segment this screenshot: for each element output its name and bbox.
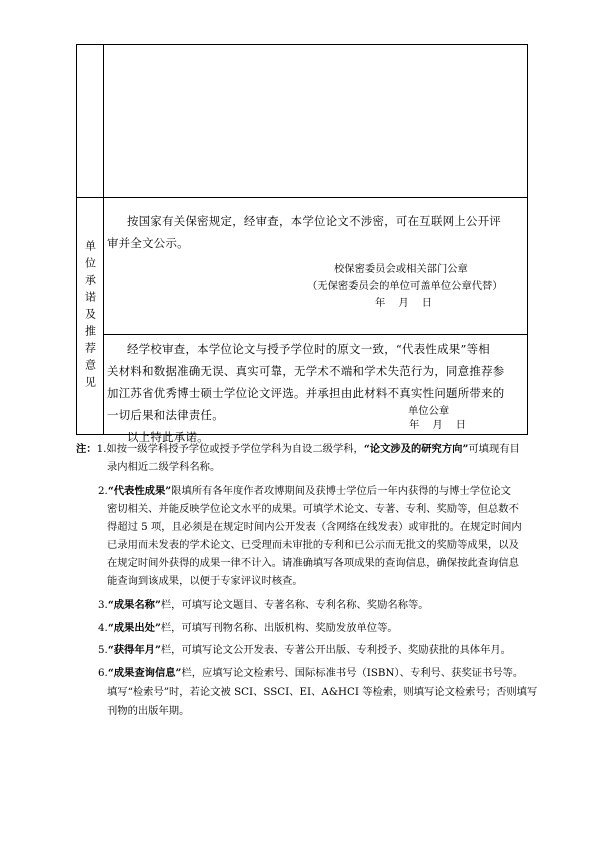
notes-prefix: 注： <box>76 443 97 455</box>
note-6-bold: “成果查询信息” <box>107 667 182 679</box>
confidential-date: 年 月 日 <box>375 297 433 309</box>
row-divider <box>103 334 527 335</box>
row-label: 单位承诺及推荐意见 <box>83 239 97 393</box>
commitment-text-line5: 以上特此承诺。 <box>127 430 209 444</box>
commitment-seal-label: 单位公章 <box>408 405 450 417</box>
note-1-bold: “论文涉及的研究方向” <box>363 443 469 455</box>
note-2-text-a: 限填所有各年度作者攻博期间及获博士学位后一年内获得的与博士学位论文 <box>171 485 511 497</box>
commitment-text-line2: 关材料和数据准确无误、真实可靠，无学术不端和学术失范行为，同意推荐参 <box>107 364 505 378</box>
note-2-text-e: 在规定时间外获得的成果一律不计入。请准确填写各项成果的查询信息，确保按此查询信息 <box>107 557 519 569</box>
note-2-text-c: 得超过 5 项，且必须是在规定时间内公开发表（含网络在线发表）或审批的。在规定时间内 <box>107 521 522 533</box>
note-1-text-a: 1.如按一级学科授予学位或授予学位学科为自设二级学科， <box>96 443 364 455</box>
note-2-text-b: 密切相关、并能反映学位论文水平的成果。可填学术论文、专著、专利、奖励等，但总数不 <box>107 503 519 515</box>
note-1-text-c: 录内相近二级学科名称。 <box>107 461 221 473</box>
confidential-text-line2: 审并全文公示。 <box>107 236 189 250</box>
confidential-seal-note: （无保密委员会的单位可盖单位公章代替） <box>307 280 503 292</box>
note-3-num: 3. <box>98 599 108 611</box>
commitment-date: 年 月 日 <box>409 419 467 431</box>
commitment-text-line1: 经学校审查，本学位论文与授予学位时的原文一致，“代表性成果”等相 <box>127 342 490 356</box>
confidential-text-line1: 按国家有关保密规定，经审查，本学位论文不涉密，可在互联网上公开评 <box>127 214 502 228</box>
commitment-text-line3: 加江苏省优秀博士硕士学位论文评选。并承担由此材料不真实性问题所带来的 <box>107 386 505 400</box>
note-5-text: 栏，可填写论文公开发表、专著公开出版、专利授予、奖励获批的具体年月。 <box>160 644 511 656</box>
note-4-bold: “成果出处” <box>107 622 161 634</box>
row-divider <box>77 197 527 198</box>
note-6-text-a: 栏，应填写论文检索号、国际标准书号（ISBN）、专利号、获奖证书号等。 <box>181 667 524 679</box>
note-2-num: 2. <box>98 485 108 497</box>
commitment-text-line4: 一切后果和法律责任。 <box>107 408 224 422</box>
note-5-num: 5. <box>98 644 108 656</box>
note-1-text-b: 可填现有目 <box>468 443 520 455</box>
note-2-text-d: 已录用而未发表的学术论文、已受理而未审批的专利和已公示而无批文的奖励等成果，以及 <box>107 539 519 551</box>
note-5-bold: “获得年月” <box>107 644 161 656</box>
note-6-text-b: 填写“检索号”时，若论文被 SCI、SSCI、EI、A&HCI 等检索，则填写论文检索号；否则填写 <box>107 686 538 698</box>
note-4-text: 栏，可填写刊物名称、出版机构、奖励发放单位等。 <box>160 622 398 634</box>
note-3-bold: “成果名称” <box>107 599 161 611</box>
row-label-cell <box>77 198 103 434</box>
note-6-num: 6. <box>98 667 108 679</box>
note-6-text-c: 刊物的出版年期。 <box>107 705 190 717</box>
note-3-text: 栏，可填写论文题目、专著名称、专利名称、奖励名称等。 <box>160 599 429 611</box>
note-2-text-f: 能查询到该成果，以便于专家评议时核查。 <box>107 575 303 587</box>
note-4-num: 4. <box>98 622 108 634</box>
form-table <box>76 44 528 444</box>
confidential-seal-label: 校保密委员会或相关部门公章 <box>334 263 468 275</box>
column-divider <box>103 45 104 197</box>
column-divider <box>103 197 104 434</box>
note-2-bold: “代表性成果” <box>107 485 172 497</box>
